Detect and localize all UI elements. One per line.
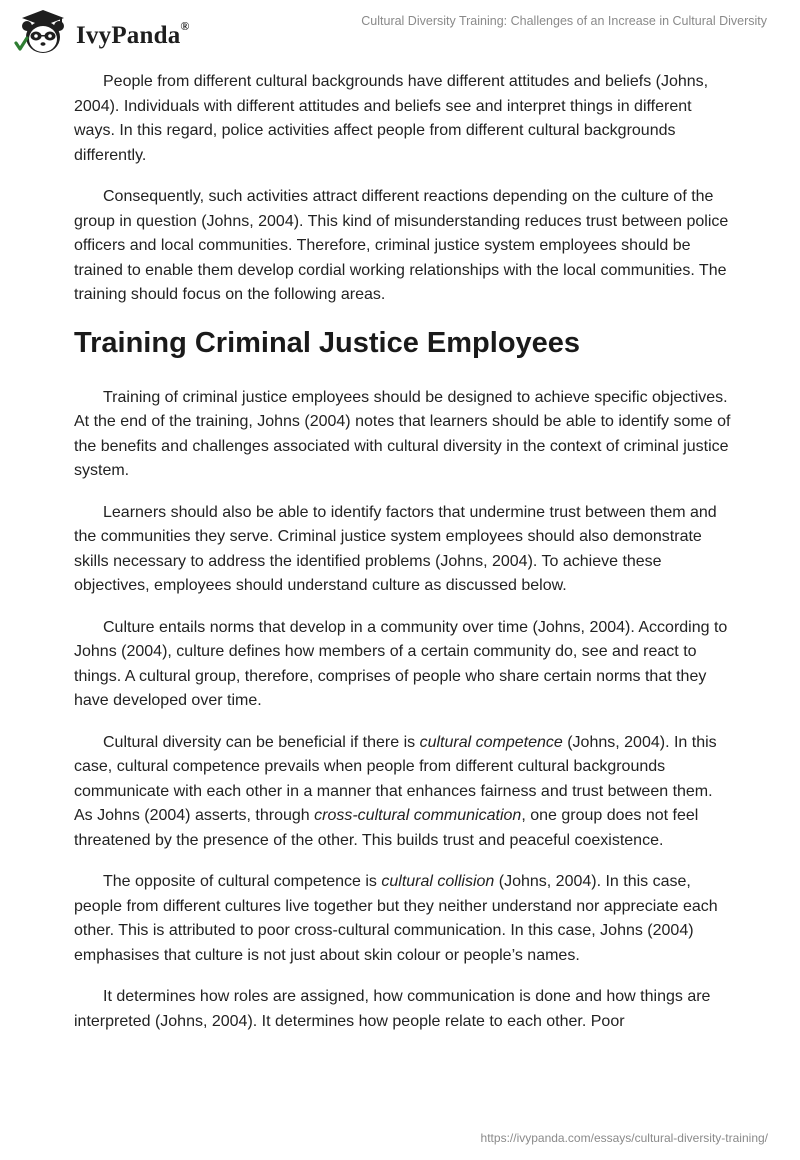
brand-text: IvyPanda <box>76 21 181 49</box>
brand-name <box>76 19 190 50</box>
paragraph: People from different cultural backgrounds have different attitudes and beliefs (Johns, 2004). Individuals with different attitudes and beliefs see and interpret things in different ways. In this regard, police activities affect people from different cultural backgrounds differently. <box>74 73 709 164</box>
emphasis-term: cultural collision <box>381 873 495 890</box>
paragraph: Consequently, such activities attract different reactions depending on the culture of the group in question (Johns, 2004). This kind of misunderstanding reduces trust between police officers and local communities. Therefore, criminal justice system employees should be trained to enable them develop cordial working relationships with the local communities. The training should focus on the following areas. <box>74 188 729 303</box>
section-heading: Training Criminal Justice Employees <box>74 326 581 359</box>
paragraph <box>74 731 734 854</box>
paragraph <box>74 870 734 968</box>
paragraph: Learners should also be able to identify factors that undermine trust between them and the communities they serve. Criminal justice system employees should also demonstrate skills necessary to address the identified problems (Johns, 2004). To achieve these objectives, employees should understand culture as discussed below. <box>74 503 717 594</box>
panda-graduate-icon <box>14 8 72 63</box>
brand-logo[interactable] <box>14 8 190 63</box>
text-run: , one group does not feel threatened by the presence of the other. This builds trust and peaceful coexistence. <box>74 807 699 849</box>
text-run: Cultural diversity can be beneficial if there is <box>103 733 420 751</box>
text-run: (Johns, 2004). In this case, cultural competence prevails when people from different cultural backgrounds communicate with each other in a manner that enhances fairness and trust between them. As Johns (2004) asserts, through <box>74 733 717 824</box>
text-run: (Johns, 2004). In this case, people from different cultures live together but they neither understand nor appreciate each other. This is attributed to poor cross-cultural communication. In this case, Johns (2004) emphasises that culture is not just about skin colour or people’s names. <box>74 873 718 964</box>
emphasis-term: cross-cultural communication <box>314 807 522 824</box>
paragraph: Training of criminal justice employees should be designed to achieve specific objectives. At the end of the training, Johns (2004) notes that learners should be able to identify some of the benefits and challenges associated with cultural diversity in the context of criminal justice system. <box>74 388 731 479</box>
text-run: The opposite of cultural competence is <box>103 873 382 890</box>
paragraph: It determines how roles are assigned, how communication is done and how things are interpreted (Johns, 2004). It determines how people relate to each other. Poor <box>74 988 711 1030</box>
paragraph: Culture entails norms that develop in a community over time (Johns, 2004). According to Johns (2004), culture defines how members of a certain community do, see and react to things. A cultural group, therefore, comprises of people who share certain norms that they have developed over time. <box>74 618 728 709</box>
document-title: Cultural Diversity Training: Challenges of an Increase in Cultural Diversity <box>361 14 767 28</box>
registered-mark: ® <box>180 19 190 34</box>
page-header <box>0 0 800 70</box>
source-url[interactable]: https://ivypanda.com/essays/cultural-diversity-training/ <box>480 1131 768 1145</box>
emphasis-term: cultural competence <box>419 733 563 751</box>
article-body <box>74 70 734 1051</box>
